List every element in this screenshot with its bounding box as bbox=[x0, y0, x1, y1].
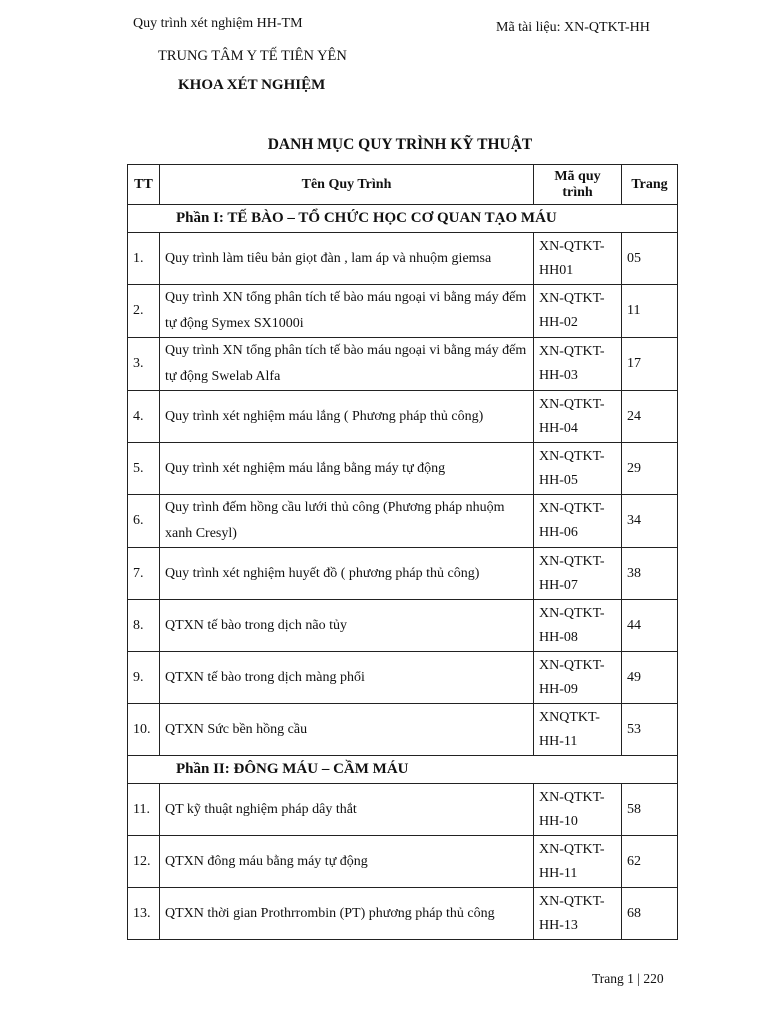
cell-name: QTXN thời gian Prothrrombin (PT) phương pháp thủ công bbox=[160, 888, 534, 940]
cell-tt: 5. bbox=[128, 443, 160, 495]
table-row bbox=[128, 285, 678, 338]
cell-code: XN-QTKT-HH01 bbox=[534, 233, 622, 285]
organization-name: TRUNG TÂM Y TẾ TIÊN YÊN bbox=[158, 48, 347, 64]
cell-tt: 2. bbox=[128, 285, 160, 338]
cell-name: Quy trình xét nghiệm huyết đồ ( phương pháp thủ công) bbox=[160, 548, 534, 600]
cell-name: Quy trình XN tổng phân tích tế bào máu ngoại vi bằng máy đếm tự động Symex SX1000i bbox=[160, 285, 534, 338]
cell-page: 53 bbox=[622, 704, 678, 756]
table-row bbox=[128, 888, 678, 940]
cell-tt: 3. bbox=[128, 338, 160, 391]
page-number: Trang 1 | 220 bbox=[592, 971, 664, 986]
cell-code: XN-QTKT-HH-13 bbox=[534, 888, 622, 940]
cell-code: XNQTKT-HH-11 bbox=[534, 704, 622, 756]
table-row bbox=[128, 338, 678, 391]
cell-tt: 12. bbox=[128, 836, 160, 888]
cell-page: 17 bbox=[622, 338, 678, 391]
cell-tt: 1. bbox=[128, 233, 160, 285]
table-row bbox=[128, 600, 678, 652]
cell-name: QTXN tế bào trong dịch não tủy bbox=[160, 600, 534, 652]
table-row bbox=[128, 443, 678, 495]
cell-name: QTXN Sức bền hồng cầu bbox=[160, 704, 534, 756]
cell-tt: 8. bbox=[128, 600, 160, 652]
section-title: Phần II: ĐÔNG MÁU – CẦM MÁU bbox=[128, 756, 678, 784]
cell-page: 11 bbox=[622, 285, 678, 338]
cell-page: 38 bbox=[622, 548, 678, 600]
section-row bbox=[128, 205, 678, 233]
cell-name: Quy trình đếm hồng cầu lưới thủ công (Phương pháp nhuộm xanh Cresyl) bbox=[160, 495, 534, 548]
header-tt: TT bbox=[128, 165, 160, 205]
section-row bbox=[128, 756, 678, 784]
cell-code: XN-QTKT-HH-02 bbox=[534, 285, 622, 338]
cell-page: 44 bbox=[622, 600, 678, 652]
cell-tt: 6. bbox=[128, 495, 160, 548]
cell-name: QTXN tế bào trong dịch màng phổi bbox=[160, 652, 534, 704]
cell-page: 68 bbox=[622, 888, 678, 940]
cell-tt: 10. bbox=[128, 704, 160, 756]
cell-tt: 11. bbox=[128, 784, 160, 836]
header-code: Mã quy trình bbox=[534, 165, 622, 205]
cell-name: Quy trình làm tiêu bản giọt đàn , lam áp và nhuộm giemsa bbox=[160, 233, 534, 285]
cell-tt: 9. bbox=[128, 652, 160, 704]
table-row bbox=[128, 233, 678, 285]
cell-code: XN-QTKT-HH-09 bbox=[534, 652, 622, 704]
cell-page: 62 bbox=[622, 836, 678, 888]
cell-page: 58 bbox=[622, 784, 678, 836]
cell-code: XN-QTKT-HH-06 bbox=[534, 495, 622, 548]
cell-tt: 7. bbox=[128, 548, 160, 600]
cell-name: Quy trình XN tổng phân tích tế bào máu ngoại vi bằng máy đếm tự động Swelab Alfa bbox=[160, 338, 534, 391]
department-name: KHOA XÉT NGHIỆM bbox=[178, 77, 326, 93]
header-name: Tên Quy Trình bbox=[160, 165, 534, 205]
cell-name: QT kỹ thuật nghiệm pháp dây thắt bbox=[160, 784, 534, 836]
cell-code: XN-QTKT-HH-07 bbox=[534, 548, 622, 600]
cell-page: 34 bbox=[622, 495, 678, 548]
cell-tt: 4. bbox=[128, 391, 160, 443]
cell-code: XN-QTKT-HH-08 bbox=[534, 600, 622, 652]
cell-name: QTXN đông máu bằng máy tự động bbox=[160, 836, 534, 888]
section-title: Phần I: TẾ BÀO – TỔ CHỨC HỌC CƠ QUAN TẠO MÁU bbox=[128, 205, 678, 233]
cell-name: Quy trình xét nghiệm máu lắng bằng máy tự động bbox=[160, 443, 534, 495]
cell-page: 05 bbox=[622, 233, 678, 285]
cell-page: 29 bbox=[622, 443, 678, 495]
cell-code: XN-QTKT-HH-11 bbox=[534, 836, 622, 888]
document-code: Mã tài liệu: XN-QTKT-HH bbox=[496, 20, 650, 35]
cell-code: XN-QTKT-HH-03 bbox=[534, 338, 622, 391]
cell-code: XN-QTKT-HH-10 bbox=[534, 784, 622, 836]
table-header-row bbox=[128, 165, 678, 205]
procedure-table bbox=[127, 164, 678, 940]
page-title: DANH MỤC QUY TRÌNH KỸ THUẬT bbox=[267, 136, 533, 153]
cell-page: 24 bbox=[622, 391, 678, 443]
table-row bbox=[128, 652, 678, 704]
cell-code: XN-QTKT-HH-05 bbox=[534, 443, 622, 495]
cell-tt: 13. bbox=[128, 888, 160, 940]
cell-code: XN-QTKT-HH-04 bbox=[534, 391, 622, 443]
table-row bbox=[128, 836, 678, 888]
table-body bbox=[128, 205, 678, 940]
header-page: Trang bbox=[622, 165, 678, 205]
cell-name: Quy trình xét nghiệm máu lắng ( Phương pháp thủ công) bbox=[160, 391, 534, 443]
table-row bbox=[128, 391, 678, 443]
table-row bbox=[128, 548, 678, 600]
table-row bbox=[128, 784, 678, 836]
table-row bbox=[128, 704, 678, 756]
table-row bbox=[128, 495, 678, 548]
running-header-title: Quy trình xét nghiệm HH-TM bbox=[133, 16, 303, 31]
cell-page: 49 bbox=[622, 652, 678, 704]
